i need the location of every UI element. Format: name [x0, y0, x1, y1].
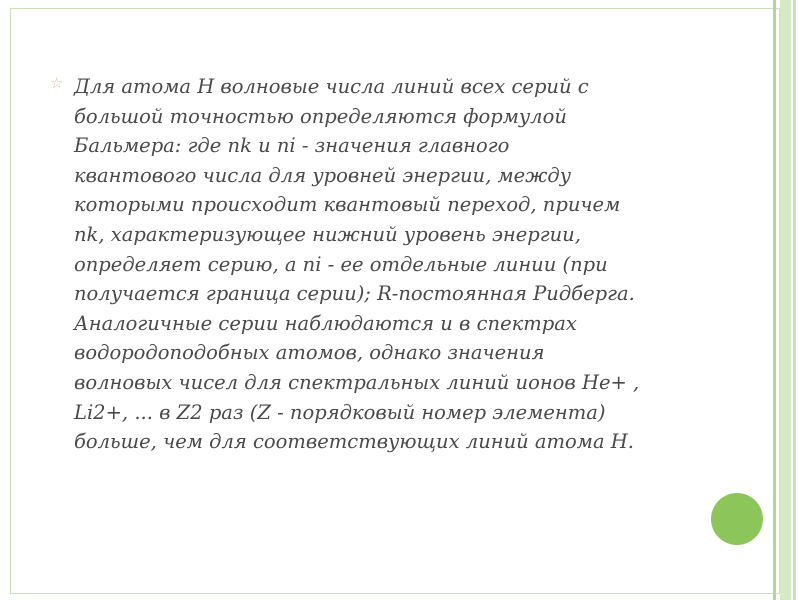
text-line: получается граница серии); R-постоянная Ридберга.: [74, 282, 635, 306]
bullet-text: [74, 72, 700, 457]
text-line: которыми происходит квантовый переход, причем: [74, 193, 621, 217]
slide-content: [50, 72, 700, 457]
text-line: Аналогичные серии наблюдаются и в спектрах: [74, 311, 577, 335]
right-decor-bar-outer: [773, 0, 776, 600]
text-line: волновых чисел для спектральных линий ионов He+ ,: [74, 370, 640, 394]
bullet-item: [50, 72, 700, 457]
text-line: Бальмера: где nk и ni - значения главного: [74, 134, 510, 158]
accent-circle: [711, 493, 763, 545]
text-line: Для атома H волновые числа линий всех серий с: [74, 75, 589, 98]
text-line: определяет серию, а ni - ее отдельные линии (при: [74, 252, 608, 276]
text-line: nk, характеризующее нижний уровень энергии,: [74, 222, 581, 246]
text-line: водородоподобных атомов, однако значения: [74, 341, 545, 365]
text-line: больше, чем для соответствующих линий атома H.: [74, 430, 634, 454]
star-bullet-icon: ☆: [50, 74, 64, 92]
text-line: Li2+, ... в Z2 раз (Z - порядковый номер элемента): [74, 400, 606, 424]
right-decor-bar: [780, 0, 791, 600]
right-decor-bar-edge: [793, 0, 796, 600]
text-line: большой точностью определяются формулой: [74, 104, 567, 128]
text-line: квантового числа для уровней энергии, между: [74, 163, 572, 187]
